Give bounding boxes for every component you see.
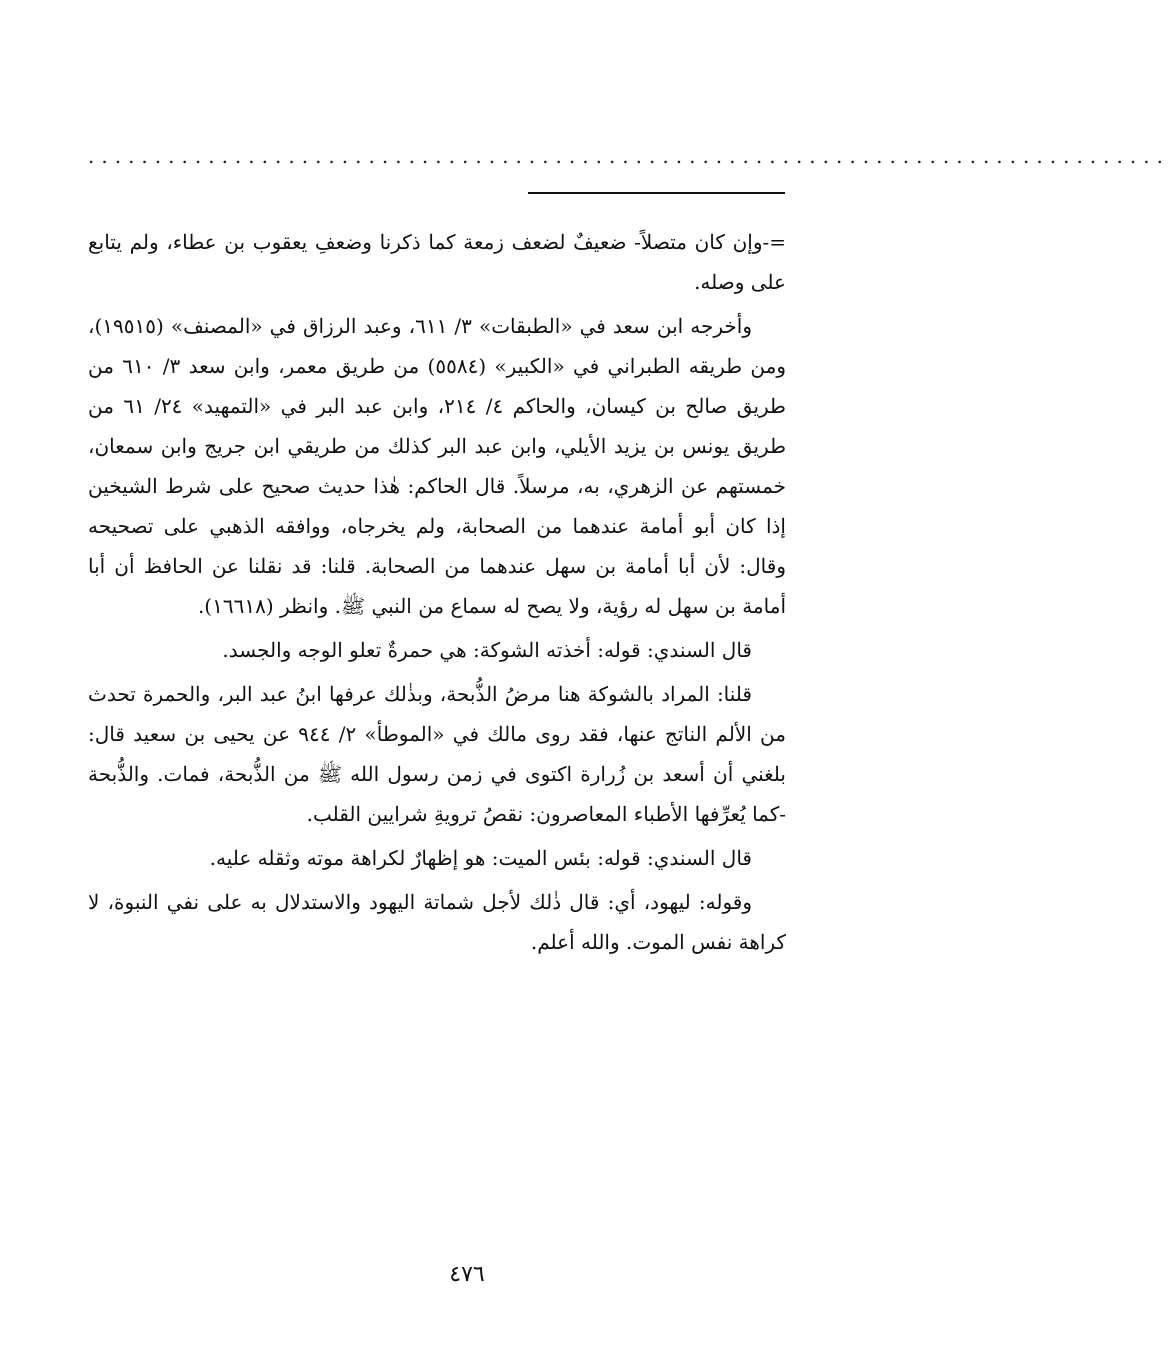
page-number: ٤٧٦ bbox=[449, 1262, 485, 1287]
paragraph: قلنا: المراد بالشوكة هنا مرضُ الذُّبحة، وبذٰلك عرفها ابنُ عبد البر، والحمرة تحدث من الألم الناتج عنها، فقد روى مالك في «الموطأ» ٢/ ٩٤٤ عن يحيى بن سعيد قال: بلغني أن أسعد بن زُرارة اكتوى في زمن رسول الله ﷺ من الذُّبحة، فمات. والذُّبحة -كما يُعرِّفها الأطباء المعاصرون: نقصُ ترويةِ شرايين القلب. bbox=[88, 682, 786, 826]
footnote-rule bbox=[528, 192, 785, 194]
paragraph: وأخرجه ابن سعد في «الطبقات» ٣/ ٦١١، وعبد الرزاق في «المصنف» (١٩٥١٥)، ومن طريقه الطبراني في «الكبير» (٥٥٨٤) من طريق معمر، وابن سعد ٣/ ٦١٠ من طريق صالح بن كيسان، والحاكم ٤/ ٢١٤، وابن عبد البر في «التمهيد» ٢٤/ ٦١ من طريق يونس بن يزيد الأيلي، وابن عبد البر كذلك من طريقي ابن جريج وابن سمعان، خمستهم عن الزهري، به، مرسلاً. قال الحاكم: هٰذا حديث صحيح على شرط الشيخين إذا كان أبو أمامة عندهما من الصحابة، ولم يخرجاه، ووافقه الذهبي على تصحيحه وقال: لأن أبا أمامة بن سهل عندهما من الصحابة. قلنا: قد نقلنا عن الحافظ أن أبا أمامة بن سهل له رؤية، ولا يصح له سماع من النبي ﷺ. وانظر (١٦٦١٨). bbox=[88, 314, 786, 618]
footnote-text bbox=[88, 222, 786, 966]
footnote-separator-dots: ................................................................................. bbox=[88, 144, 1170, 168]
paragraph: وقوله: ليهود، أي: قال ذٰلك لأجل شماتة اليهود والاستدلال به على نفي النبوة، لا كراهة نفس الموت. والله أعلم. bbox=[88, 890, 786, 954]
paragraph: =-وإن كان متصلاً- ضعيفٌ لضعف زمعة كما ذكرنا وضعفِ يعقوب بن عطاء، ولم يتابع على وصله. bbox=[88, 230, 786, 294]
paragraph: قال السندي: قوله: بئس الميت: هو إظهارٌ لكراهة موته وثقله عليه. bbox=[209, 846, 752, 870]
paragraph: قال السندي: قوله: أخذته الشوكة: هي حمرةٌ تعلو الوجه والجسد. bbox=[222, 638, 752, 662]
